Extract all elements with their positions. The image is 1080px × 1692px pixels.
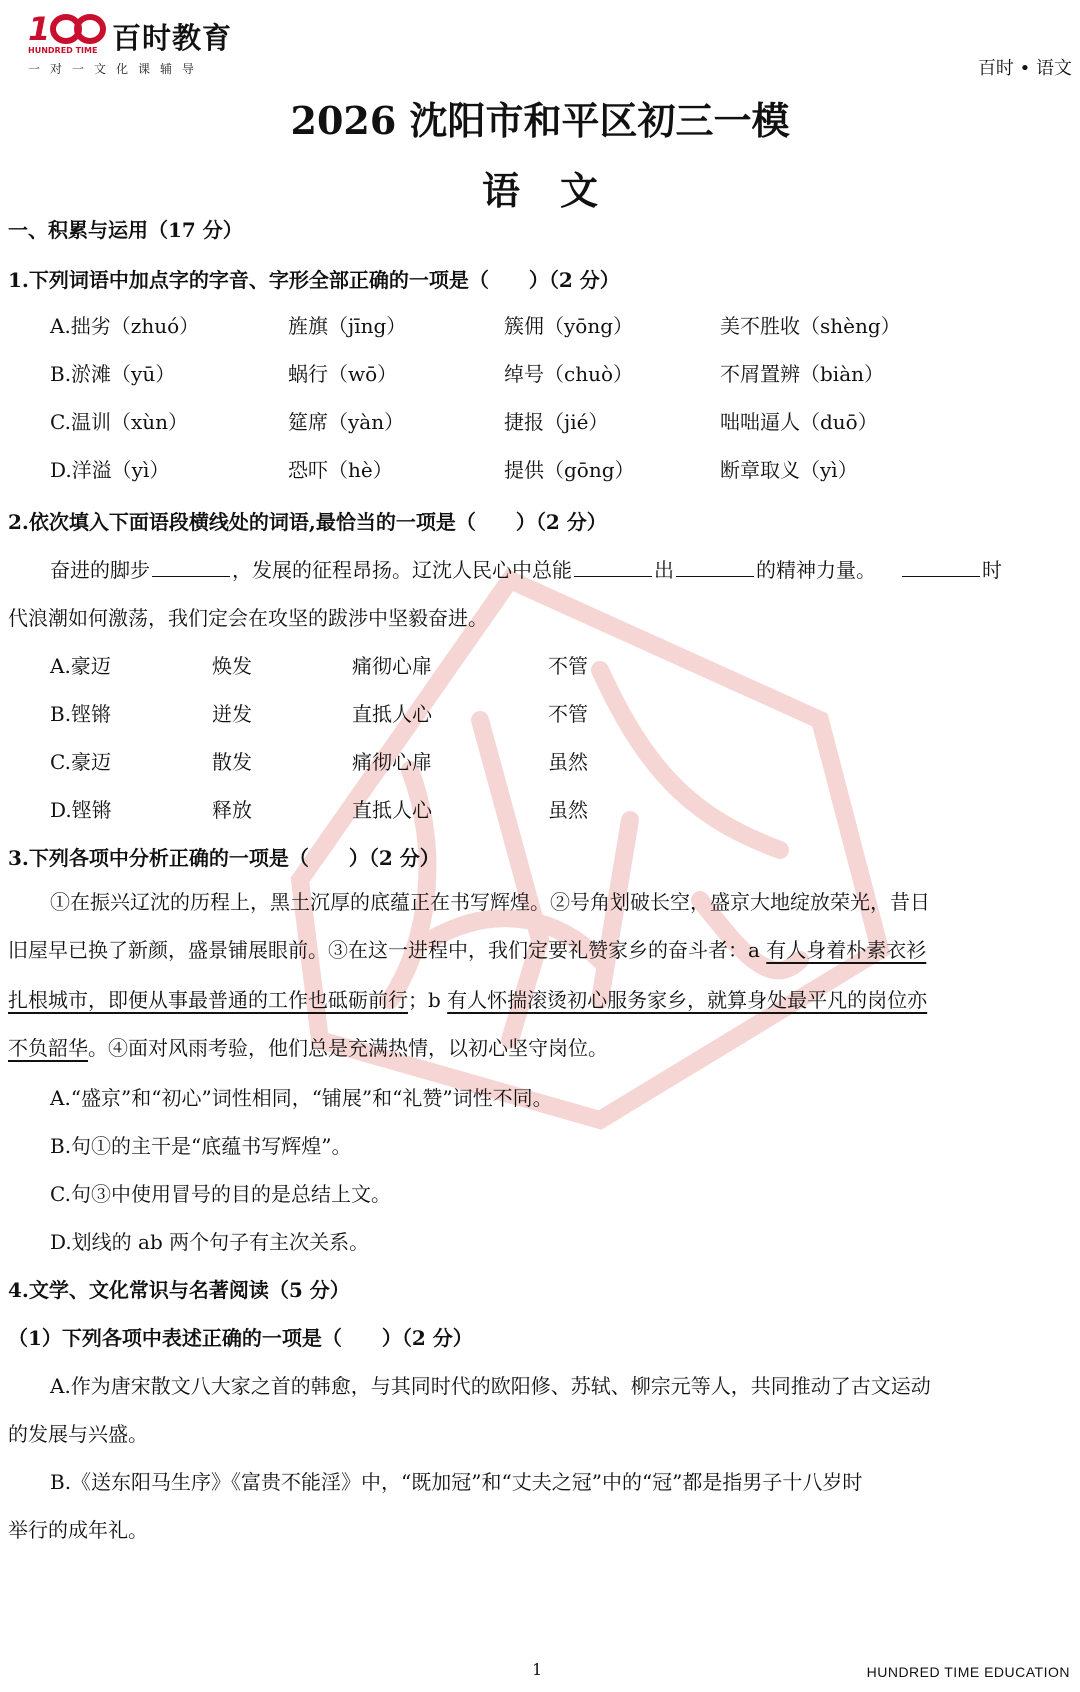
blank-line xyxy=(574,558,652,577)
page-title: 2026 沈阳市和平区初三一模 xyxy=(290,98,790,143)
q2-option-b-1: B.铿锵 xyxy=(50,702,112,726)
q3-passage-line-4 xyxy=(8,1032,608,1061)
q3-underlined-part: 扎根城市，即便从事最普通的工作也砥砺前行 xyxy=(8,988,408,1012)
svg-text:1: 1 xyxy=(28,10,51,48)
logo-100-icon xyxy=(28,10,112,50)
q3-option-b: B.句①的主干是“底蕴书写辉煌”。 xyxy=(50,1134,352,1158)
blank-line xyxy=(902,558,980,577)
q1-option-d-2: 恐吓（hè） xyxy=(288,458,393,482)
question-3-stem: 3.下列各项中分析正确的一项是（ ）（2 分） xyxy=(8,846,440,870)
q2-option-b-2: 迸发 xyxy=(212,702,252,726)
q2-option-c-3: 痛彻心扉 xyxy=(352,750,432,774)
q1-option-a-1: A.拙劣（zhuó） xyxy=(50,314,200,338)
page-number: 1 xyxy=(532,1660,543,1679)
q3-underlined-part: 不负韶华 xyxy=(8,1036,88,1060)
q2-passage-part: ，发展的征程昂扬。辽沈人民心中总能 xyxy=(232,558,572,582)
q4-option-b-line-2: 举行的成年礼。 xyxy=(8,1518,148,1542)
section-heading: 一、积累与运用（17 分） xyxy=(8,218,243,242)
q2-passage-tail xyxy=(900,554,1002,583)
header-right-label: 百时 • 语文 xyxy=(977,58,1072,79)
q2-option-c-4: 虽然 xyxy=(548,750,588,774)
question-1-stem: 1.下列词语中加点字的字音、字形全部正确的一项是（ ）（2 分） xyxy=(8,268,620,292)
q2-option-d-2: 释放 xyxy=(212,798,252,822)
blank-line xyxy=(152,558,230,577)
question-4-stem: 4.文学、文化常识与名著阅读（5 分） xyxy=(8,1278,350,1302)
q4-option-a-line-1: A.作为唐宋散文八大家之首的韩愈，与其同时代的欧阳修、苏轼、柳宗元等人，共同推动了古文运动 xyxy=(50,1374,931,1398)
footer-brand: HUNDRED TIME EDUCATION xyxy=(866,1664,1070,1680)
q1-option-a-3: 簇佣（yōng） xyxy=(504,314,634,338)
brand-logo xyxy=(28,10,233,76)
q3-passage-part: 旧屋早已换了新颜，盛景铺展眼前。③在这一进程中，我们定要礼赞家乡的奋斗者：a xyxy=(8,938,767,962)
q2-option-d-4: 虽然 xyxy=(548,798,588,822)
q4-option-b-line-1: B.《送东阳马生序》《富贵不能淫》中，“既加冠”和“丈夫之冠”中的“冠”都是指男子十八岁时 xyxy=(50,1470,863,1494)
q3-option-d: D.划线的 ab 两个句子有主次关系。 xyxy=(50,1230,370,1254)
q3-passage-part: ；b xyxy=(408,988,448,1012)
q1-option-b-2: 蜗行（wō） xyxy=(288,362,398,386)
q1-option-a-2: 旌旗（jīng） xyxy=(288,314,407,338)
q2-option-c-2: 散发 xyxy=(212,750,252,774)
brand-slogan: 一对一文化课辅导 xyxy=(28,62,205,76)
question-2-stem: 2.依次填入下面语段横线处的词语,最恰当的一项是（ ）（2 分） xyxy=(8,510,607,534)
blank-line xyxy=(676,558,754,577)
q2-option-c-1: C.豪迈 xyxy=(50,750,111,774)
brand-sub: HUNDRED TIME xyxy=(28,46,98,55)
q3-option-c: C.句③中使用冒号的目的是总结上文。 xyxy=(50,1182,391,1206)
q2-option-d-3: 直抵人心 xyxy=(352,798,432,822)
q2-passage-part: 奋进的脚步 xyxy=(50,558,150,582)
q2-option-a-3: 痛彻心扉 xyxy=(352,654,432,678)
q2-passage-line-1 xyxy=(50,554,876,583)
q1-option-d-3: 提供（gōng） xyxy=(504,458,635,482)
q1-option-d-4: 断章取义（yì） xyxy=(720,458,858,482)
q3-passage-line-1: ①在振兴辽沈的历程上，黑土沉厚的底蕴正在书写辉煌。②号角划破长空，盛京大地绽放荣光，昔日 xyxy=(50,890,930,914)
q1-option-d-1: D.洋溢（yì） xyxy=(50,458,170,482)
q1-option-b-3: 绰号（chuò） xyxy=(504,362,634,386)
q2-passage-part: 出 xyxy=(654,558,674,582)
q1-option-c-4: 咄咄逼人（duō） xyxy=(720,410,878,434)
brand-name: 百时教育 xyxy=(112,21,233,55)
q1-option-a-4: 美不胜收（shèng） xyxy=(720,314,901,338)
q3-passage-line-2 xyxy=(8,934,926,963)
question-4-sub-1: （1）下列各项中表述正确的一项是（ ）（2 分） xyxy=(8,1326,473,1350)
q2-option-a-1: A.豪迈 xyxy=(50,654,111,678)
q3-option-a: A.“盛京”和“初心”词性相同，“铺展”和“礼赞”词性不同。 xyxy=(50,1086,553,1110)
q2-passage-line-2: 代浪潮如何激荡，我们定会在攻坚的跋涉中坚毅奋进。 xyxy=(8,606,488,630)
subject-title: 语文 xyxy=(481,168,638,213)
q1-option-b-4: 不屑置辨（biàn） xyxy=(720,362,885,386)
q4-option-a-line-2: 的发展与兴盛。 xyxy=(8,1422,148,1446)
q2-option-b-3: 直抵人心 xyxy=(352,702,432,726)
q1-option-c-2: 筵席（yàn） xyxy=(288,410,405,434)
q2-option-d-1: D.铿锵 xyxy=(50,798,112,822)
q1-option-c-3: 捷报（jié） xyxy=(504,410,609,434)
q1-option-c-1: C.温训（xùn） xyxy=(50,410,188,434)
q2-passage-part: 的精神力量。 xyxy=(756,558,876,582)
q2-option-b-4: 不管 xyxy=(548,702,588,726)
q2-passage-part: 时 xyxy=(982,558,1002,582)
q2-option-a-2: 焕发 xyxy=(212,654,252,678)
q3-passage-part: 。④面对风雨考验，他们总是充满热情，以初心坚守岗位。 xyxy=(88,1036,608,1060)
q1-option-b-1: B.淤滩（yū） xyxy=(50,362,176,386)
q3-underlined-part: 有人怀揣滚烫初心服务家乡，就算身处最平凡的岗位亦 xyxy=(447,988,928,1012)
q2-option-a-4: 不管 xyxy=(548,654,588,678)
q3-underlined-part: 有人身着朴素衣衫 xyxy=(766,938,927,962)
q3-passage-line-3 xyxy=(8,984,927,1013)
